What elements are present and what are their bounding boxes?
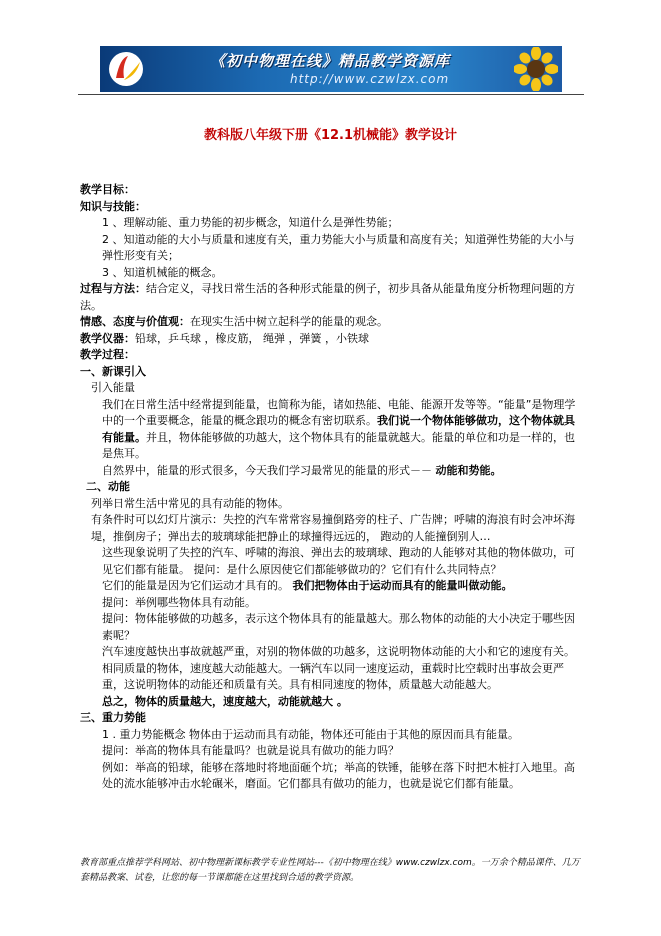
heading-process: 教学过程： <box>80 348 135 361</box>
summary: 总之，物体的质量越大，速度越大，动能就越大 。 <box>102 694 348 708</box>
text: 它们的能量是因为它们运动才具有的。 <box>102 579 293 592</box>
text: 结合定义，寻找日常生活的各种形式能量的例子，初步具备从能量角度分析物理问题的方法。 <box>80 282 575 312</box>
document-title: 教科版八年级下册《12.1机械能》教学设计 <box>203 128 458 143</box>
paragraph: 提问：举高的物体具有能量吗？也就是说具有做功的能力吗？ <box>102 744 399 757</box>
text: 在现实生活中树立起科学的能量的观念。 <box>190 315 388 328</box>
text: 铅球，乒乓球 ，橡皮筋， 绳弹 ，弹簧 ，小铁球 <box>135 331 369 345</box>
teaching-equipment <box>80 331 585 348</box>
section-heading: 三、重力势能 <box>80 711 146 724</box>
process-method <box>80 281 585 314</box>
paragraph: 提问：物体能够做的功越多，表示这个物体具有的能量越大。那么物体的动能的大小决定于哪些因素呢？ <box>102 612 575 642</box>
section-heading: 二、动能 <box>86 480 130 493</box>
text: 我们在日常生活中经常提到能量，也简称为能，诸如热能、电能、能源开发等等。“能量”是物理学中的一个重要概念，能量的概念跟功的概念有密切联系。 <box>102 397 576 427</box>
emphasis: 动能和势能。 <box>435 463 502 477</box>
paragraph: 有条件时可以幻灯片演示：失控的汽车常常容易撞倒路旁的柱子、广告牌；呼啸的海浪有时会冲坏海堤，推倒房子；弹出去的玻璃球能把静止的球撞得远远的， 跑动的人能撞倒别人… <box>91 513 575 543</box>
paragraph: 列举日常生活中常见的具有动能的物体。 <box>91 496 289 510</box>
paragraph: 汽车速度越快出事故就越严重，对别的物体做的功越多，这说明物体动能的大小和它的速度有关。相同质量的物体，速度越大动能越大。一辆汽车以同一速度运动，重载时比空载时出事故会更严重，这说明物体的动能还和质量有关。具有相同速度的物体，质量越大动能越大。 <box>102 645 575 691</box>
emphasis: 我们说一个物体能够做功，这个物体就具有能量。 <box>102 414 575 444</box>
text: 并且，物体能够做的功越大，这个物体具有的能量就越大。能量的单位和功是一样的，也是焦耳。 <box>102 430 575 460</box>
paragraph: 这些现象说明了失控的汽车、呼啸的海浪、弹出去的玻璃球、跑动的人能够对其他的物体做功，可见它们都有能量。 提问：是什么原因使它们都能够做功的？它们有什么共同特点？ <box>102 546 575 576</box>
objective-item: 1 、理解动能、重力势能的初步概念，知道什么是弹性势能； <box>102 216 399 229</box>
sunflower-icon <box>514 47 558 91</box>
paragraph: 1 . 重力势能概念 物体由于运动而具有动能，物体还可能由于其他的原因而具有能量。 <box>102 727 519 741</box>
attitude-values <box>80 314 585 331</box>
heading-knowledge: 知识与技能： <box>80 199 146 213</box>
paragraph <box>80 463 585 480</box>
paragraph: 例如：举高的铅球，能够在落地时将地面砸个坑；举高的铁锤，能够在落下时把木桩打入地里。高处的流水能够冲击水轮碾米，磨面。它们都具有做功的能力，也就是说它们都有能量。 <box>102 760 575 790</box>
heading-objectives: 教学目标： <box>80 183 135 196</box>
banner-title: 《初中物理在线》精品教学资源库 <box>210 52 451 70</box>
objective-item: 3 、知道机械能的概念。 <box>102 265 223 279</box>
logo-icon <box>106 50 146 88</box>
paragraph <box>80 578 585 595</box>
text: 自然界中，能量的形式很多，今天我们学习最常见的能量的形式－－ <box>102 463 436 477</box>
emphasis: 我们把物体由于运动而具有的能量叫做动能。 <box>292 579 513 592</box>
banner-url: http://www.czwlzx.com <box>290 72 450 86</box>
header-banner <box>100 46 562 92</box>
paragraph: 引入能量 <box>91 381 135 394</box>
objective-item: 2 、知道动能的大小与质量和速度有关，重力势能大小与质量和高度有关；知道弹性势能的大小与弹性形变有关； <box>102 232 575 262</box>
label: 情感、态度与价值观： <box>80 315 190 328</box>
document-body <box>80 182 585 793</box>
footer-text: 教育部重点推荐学科网站、初中物理新课标教学专业性网站---《初中物理在线》www.czwlzx.com。一万余个精品课件、几万套精品教案、试卷，让您的每一节课都能在这里找到合适的教学资源。 <box>80 858 580 883</box>
section-heading: 一、新课引入 <box>80 364 146 378</box>
header-rule <box>78 94 584 95</box>
paragraph: 提问：举例哪些物体具有动能。 <box>102 595 256 609</box>
paragraph <box>80 397 585 463</box>
label: 过程与方法： <box>80 282 146 295</box>
label: 教学仪器： <box>80 331 135 345</box>
